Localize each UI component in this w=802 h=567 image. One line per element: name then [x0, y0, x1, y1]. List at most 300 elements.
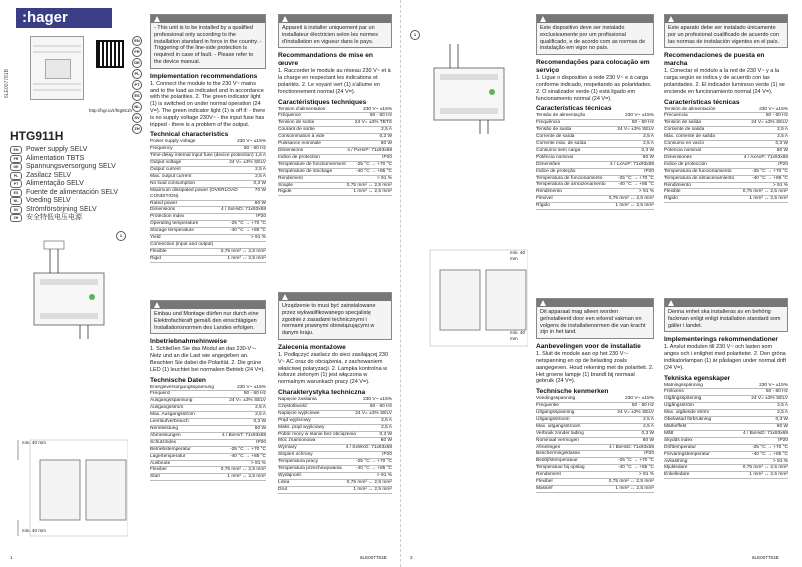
section-nl — [536, 298, 654, 493]
lang-code-badge[interactable]: ES — [10, 189, 22, 197]
spec-value: 0,3 W — [641, 147, 654, 153]
spec-row — [536, 169, 654, 176]
lang-title: Zasilacz SELV — [26, 171, 71, 179]
spec-value: 2,5 A — [381, 127, 392, 133]
spec-label: Consommation à vide — [278, 134, 325, 140]
section-pl — [278, 292, 392, 494]
spec-value: IP20 — [644, 168, 654, 174]
doc-ref-footer: 6LE007781B — [752, 555, 779, 560]
spec-row — [664, 148, 788, 155]
lang-icon[interactable]: PT — [132, 80, 142, 90]
lang-icon[interactable]: EN — [132, 36, 142, 46]
lang-row — [10, 189, 128, 198]
clearance-label: min. 40 mm — [510, 250, 526, 261]
doc-ref-vertical: 6LE007781B — [4, 69, 10, 98]
spec-label: Napięcie zasilania — [278, 396, 317, 402]
page-number-left: 1 — [10, 555, 13, 560]
spec-row — [278, 189, 392, 196]
spec-label: Flexibel — [150, 467, 167, 473]
spec-label: Storage temperature — [150, 228, 194, 234]
spec-label: Massief — [536, 485, 553, 491]
spec-value: -40 °C → +85 °C — [752, 451, 788, 457]
lang-row — [10, 206, 128, 215]
spec-value: IP20 — [644, 451, 654, 457]
spec-label: Flexibel — [536, 479, 553, 485]
lang-code-badge[interactable]: DE — [10, 163, 22, 171]
spec-value: > 91 % — [638, 189, 654, 195]
spec-value: 2,5 A — [381, 424, 392, 430]
spec-value: -40 °C → +85 °C — [618, 465, 654, 471]
spec-value: 0,75 mm² ↔ 2,5 mm² — [346, 479, 392, 485]
spec-label: Matningsspänning — [664, 382, 703, 388]
spec-table — [150, 385, 266, 482]
spec-label: Corrente máx. de saída — [536, 141, 587, 146]
spec-value: 230 V~ ±15% — [237, 384, 266, 390]
section-es — [664, 14, 788, 203]
spec-value: -25 °C → +70 °C — [618, 175, 654, 181]
spec-label: Dimensiones — [664, 154, 692, 160]
warning-box-nl — [536, 298, 654, 339]
spec-row — [536, 162, 654, 169]
spec-value: 50 - 60 Hz — [369, 403, 392, 409]
spec-label: Frequência — [536, 120, 560, 126]
spec-value: 4 / AxAxP: 71x93x68 — [743, 154, 788, 160]
spec-value: IP20 — [256, 439, 266, 445]
tech-title: Caractéristiques techniques — [278, 98, 367, 106]
spec-value: 24 V= ±3% SELV — [355, 410, 392, 416]
spec-label: Output current — [150, 166, 181, 172]
spec-table — [664, 107, 788, 204]
spec-value: -25 °C → +70 °C — [618, 458, 654, 464]
spec-row — [150, 433, 266, 440]
spec-value: 230 V~ ±15% — [625, 113, 654, 119]
spec-label: Bedrijfstemperatuur — [536, 458, 578, 464]
spec-value: 60 W — [380, 141, 392, 147]
spec-row — [536, 431, 654, 438]
spec-label: Rígido — [664, 196, 678, 202]
lang-icon[interactable]: SV — [132, 113, 142, 123]
spec-label: Potência nominal — [536, 154, 573, 160]
spec-label: Temperatura pracy — [278, 459, 318, 465]
impl-text: 1. Conectar el módulo a la red de 230 V~ y a la carga según se indica y de acuerdo con las polaridades. 2. El indicador luminoso verde (1) se enciende en funcionamiento normal (24 V=). — [664, 68, 785, 95]
lang-title: Strömförsörjning SELV — [26, 205, 97, 213]
spec-label: Ausgangsspannung — [150, 398, 193, 404]
spec-label: Avkastning — [664, 458, 688, 464]
spec-value: -40 °C → +85 °C — [752, 175, 788, 181]
spec-label: Souple — [278, 182, 293, 188]
spec-value: 2,5 A — [255, 166, 266, 172]
lang-title: Fuente de alimentación SELV — [26, 188, 119, 196]
spec-label: Obelastad förbrukning — [664, 417, 712, 423]
lang-row — [10, 180, 128, 189]
impl-title: Recomendaciones de puesta en marcha — [664, 52, 765, 68]
warning-box-en — [150, 14, 266, 69]
spec-value: -40 °C → +85 °C — [356, 168, 392, 174]
fig-number: 1 — [410, 30, 420, 40]
spec-value: 0,75 mm² ↔ 2,5 mm² — [346, 182, 392, 188]
spec-value: 0,75 mm² ↔ 2,5 mm² — [742, 189, 788, 195]
product-photo — [30, 36, 82, 98]
spec-value: 230 V~ ±15% — [759, 106, 788, 112]
lang-code-badge[interactable]: NL — [10, 197, 22, 205]
spec-value: 1 mm² ↔ 2,5 mm² — [749, 472, 788, 478]
spec-value: 2,5 A — [777, 403, 788, 409]
language-list — [10, 146, 128, 223]
lang-code-badge[interactable]: PL — [10, 172, 22, 180]
warning-text: Dit apparaat mag alleen worden geïnstalleerd door een erkend vakman en volgens de installatienormen die van kracht zijn in het land. — [540, 309, 646, 336]
spec-value: 2,5 A — [255, 405, 266, 411]
spec-value: -25 °C → +70 °C — [356, 459, 392, 465]
spec-value: 24 V= ±3% SELV — [229, 398, 266, 404]
spec-label: Output voltage — [150, 160, 182, 166]
spec-label: Wydajność — [278, 472, 302, 478]
spec-value: 230 V~ ±15% — [363, 106, 392, 112]
spec-row — [536, 438, 654, 445]
lang-title: Spannungsversorgung SELV — [26, 163, 116, 170]
spec-row — [150, 242, 266, 249]
section-fr — [278, 14, 392, 196]
spec-value: 4 / SxHxD: 71x93x68 — [220, 207, 266, 213]
spec-value: -40 °C → +85 °C — [230, 453, 266, 459]
spec-value: 2,5 A — [777, 127, 788, 133]
spec-label: Max. Ausgangsstrom — [150, 412, 195, 418]
section-en — [150, 14, 266, 263]
spec-value: 24 V= ±3% SELV — [229, 160, 266, 166]
lang-icon[interactable]: NL — [132, 102, 142, 112]
lang-code-badge[interactable]: ZH — [10, 214, 22, 222]
spec-label: Utgångsspänning — [664, 396, 702, 402]
spec-value: 230 V~ ±15% — [237, 139, 266, 145]
wiring-svg — [10, 235, 128, 345]
spec-label: Frequenz — [150, 391, 171, 397]
spec-value: 230 V~ ±15% — [363, 396, 392, 402]
impl-title: Inbetriebnahmehinweise — [150, 338, 227, 346]
spec-value: > 91 % — [250, 460, 266, 466]
spec-row — [536, 472, 654, 479]
tech-title: Charakterystyka techniczna — [278, 388, 366, 396]
lang-row — [10, 172, 128, 181]
spec-label: Linka — [278, 479, 290, 485]
lang-title: Voeding SELV — [26, 197, 71, 204]
spec-label: Maks. prąd wyjściowy — [278, 424, 325, 430]
mounting-diagram-right — [410, 240, 528, 352]
doc-ref-footer: 6LE007781B — [360, 555, 387, 560]
warning-text: Einbau und Montage dürfen nur durch eine Elektrofachkraft gemäß den einschlägigen Installationsnormen des Landes erfolgen. — [154, 311, 259, 331]
spec-row — [150, 181, 266, 188]
spec-label: Drut — [278, 486, 288, 492]
spec-label: Temperatuur bij opslag — [536, 465, 585, 471]
lang-title: Alimentação SELV — [26, 180, 84, 187]
spec-label: Nennleistung — [150, 426, 179, 432]
spec-value: -25 °C → +70 °C — [356, 161, 392, 167]
spec-row — [278, 155, 392, 162]
impl-text: 1. Anslut modulen till 230 V~ och lasten som anges och i enlighet med polariteter. 2. Den gröna indikatorlampan (1) är påslagen under normal drift (24 V=). — [664, 344, 786, 371]
spec-value: 2,5 A — [255, 412, 266, 418]
wiring-diagram-right — [410, 30, 528, 140]
spec-label: Starr — [150, 474, 161, 480]
impl-text: 1. Connect the module to the 230 V~ mains and to the load as indicated and in accordance with the polarities. 2. The green indicator light (1) is switched on under normal operation (24 V=). The green indicator light (1) is off if: - there is no supply voltage 230V~ - the input fuse has tripped - there is a problem of the output. — [150, 80, 266, 128]
lang-title: 安全特低电压电源 — [26, 214, 82, 221]
warning-box-pl — [278, 292, 392, 340]
spec-value: IP20 — [778, 437, 788, 443]
spec-label: Uitgangsspanning — [536, 409, 575, 415]
spec-row — [536, 141, 654, 148]
spec-value: 1 mm² ↔ 2,5 mm² — [749, 196, 788, 202]
spec-value: 60 W — [642, 154, 654, 160]
lang-code-badge[interactable]: FR — [10, 155, 22, 163]
impl-text: 1. Raccorder le module au réseau 230 V~ et à la charge en respectant les indications et polarités. 2. Le voyant vert (1) s'allume en fonctionnement normal (24 V=). — [278, 68, 391, 95]
spec-value: 0,75 mm² ↔ 2,5 mm² — [220, 248, 266, 254]
spec-label: Uitgangsstroom — [536, 416, 570, 422]
spec-label: Förvaringstemperatur — [664, 451, 710, 457]
spec-value: 50 - 60 Hz — [765, 389, 788, 395]
impl-title: Implementation recommendations — [150, 72, 258, 80]
spec-value: 1 mm² ↔ 2,5 mm² — [227, 474, 266, 480]
warning-text: Urządzenie to musi być zainstalowane przez wykwalifikowanego specjalistę zgodnie z zasadami technicznymi i normami prawnymi obowiązującymi w danym kraju. — [282, 303, 376, 337]
spec-table — [150, 139, 266, 262]
lang-icon[interactable]: FR — [132, 47, 142, 57]
spec-row — [664, 169, 788, 176]
spec-label: Rendement — [536, 472, 561, 478]
spec-value: 4 / SxWxG: 71x93x68 — [345, 445, 392, 451]
spec-row — [278, 397, 392, 404]
spec-label: Märkeffekt — [664, 424, 687, 430]
spec-row — [664, 472, 788, 479]
spec-label: Fréquence — [278, 113, 301, 119]
spec-label: No load consumption — [150, 180, 196, 186]
lang-code-badge[interactable]: SV — [10, 206, 22, 214]
spec-row — [278, 418, 392, 425]
spec-label: Flexível — [536, 196, 553, 202]
spec-value: -40 °C → +85 °C — [230, 228, 266, 234]
spec-label: Skydds index — [664, 437, 693, 443]
spec-row — [278, 404, 392, 411]
spec-label: Puissance nominale — [278, 141, 321, 147]
spec-row — [278, 169, 392, 176]
spec-label: Tensão de alimentação — [536, 113, 586, 119]
clearance-label: min. 40 mm — [22, 528, 46, 533]
warning-icon — [154, 16, 160, 22]
lang-row — [10, 214, 128, 223]
spec-label: Frequency — [150, 146, 173, 152]
warning-text: Denna enhet ska installeras av en behörig fackman enligt enligt installation standard som gäller i landet. — [668, 309, 781, 329]
tech-title: Características técnicas — [664, 98, 740, 106]
spec-row — [664, 176, 788, 183]
spec-value: 24 V= ±3% SELV — [751, 120, 788, 126]
clearance-label: min. 40 mm — [22, 440, 46, 445]
spec-value: 50 - 60 Hz — [243, 391, 266, 397]
product-code: HTG911H — [10, 129, 64, 143]
spec-label: Wymiary — [278, 445, 297, 451]
spec-row — [664, 155, 788, 162]
spec-row — [150, 249, 266, 256]
spec-label: Verbruik zonder lading — [536, 430, 584, 436]
spec-value: 50 - 60 Hz — [631, 403, 654, 409]
spec-value: -40 °C → +85 °C — [618, 182, 654, 188]
warning-text: Appareil à installer uniquement par un installateur électricien selon les normes d'installation en vigueur dans le pays. — [282, 25, 378, 45]
spec-label: Temperatura przechowywania — [278, 466, 342, 472]
spec-label: Tensión de salida — [664, 120, 702, 126]
spec-value: -25 °C → +70 °C — [230, 221, 266, 227]
lang-code-badge[interactable]: EN — [10, 146, 22, 154]
spec-row — [536, 479, 654, 486]
spec-row — [536, 417, 654, 424]
spec-label: Índice de proteção — [536, 168, 576, 174]
spec-value: 230 V~ ±15% — [759, 382, 788, 388]
spec-value: 4 / BxHxT: 71x93x68 — [222, 432, 266, 438]
spec-row — [664, 162, 788, 169]
spec-label: Temperatura de funcionamiento — [664, 168, 732, 174]
spec-row — [150, 167, 266, 174]
spec-label: Frequentie — [536, 403, 559, 409]
spec-label: Tensión de alimentación — [664, 106, 716, 112]
spec-row — [536, 134, 654, 141]
spec-label: Prąd wyjściowy — [278, 417, 311, 423]
spec-label: Rigide — [278, 189, 292, 195]
spec-value: 4 / PxHxP: 71x93x68 — [347, 148, 392, 154]
spec-label: Corrente de saída — [536, 134, 575, 140]
tech-title: Technische kenmerken — [536, 388, 609, 396]
spec-value: 2,5 A — [643, 416, 654, 422]
impl-text: 1. Sluit de module aan op het 230 V~-netspanning en op de belasting zoals aangegeven. Houd rekening met de polariteit. 2. Het groene lampje (1) brandt bij normaal gebruik (24 V=). — [536, 351, 654, 385]
spec-value: 4 / BxHxD: 71x93x68 — [742, 430, 788, 436]
spec-label: Tensão de saída — [536, 127, 572, 133]
spec-value: 0,75 mm² ↔ 2,5 mm² — [608, 479, 654, 485]
spec-row — [150, 188, 266, 201]
spec-value: IP20 — [382, 154, 392, 160]
spec-value: 0,75 mm² ↔ 2,5 mm² — [220, 467, 266, 473]
fig-number: 1 — [116, 231, 126, 241]
lang-title: Power supply SELV — [26, 146, 88, 153]
spec-value: 0,3 W — [775, 141, 788, 147]
spec-value: 1 mm² ↔ 2,5 mm² — [353, 486, 392, 492]
spec-label: Rated power — [150, 200, 178, 206]
warning-box-de — [150, 300, 266, 334]
spec-value: 60 W — [254, 200, 266, 206]
spec-row — [664, 438, 788, 445]
spec-value: 2,5 A — [777, 134, 788, 140]
spec-label: Rendimiento — [664, 182, 691, 188]
spec-label: Tension de sortie — [278, 120, 315, 126]
spec-label: Dimensions — [150, 207, 176, 213]
spec-row — [278, 459, 392, 466]
spec-label: Température de fonctionnement — [278, 161, 346, 167]
spec-label: Time-delay internal input fuse (device protection) — [150, 153, 254, 159]
spec-label: Moc znamionowa — [278, 438, 316, 444]
lang-icon[interactable]: ZH — [132, 124, 142, 134]
lang-code-badge[interactable]: PT — [10, 180, 22, 188]
spec-label: Consumo sem carga — [536, 147, 581, 153]
lang-icon[interactable]: DE — [132, 58, 142, 68]
spec-label: Power supply voltage — [150, 139, 196, 145]
warning-box-pt — [536, 14, 654, 55]
spec-value: 0,3 W — [641, 430, 654, 436]
spec-value: 24 V= ±3% SELV — [617, 127, 654, 133]
tech-title: Características técnicas — [536, 105, 612, 113]
spec-label: Abmessungen — [150, 432, 181, 438]
spec-value: 4 / LxAxP: 71x93x68 — [610, 161, 654, 167]
tech-title: Technische Daten — [150, 376, 206, 384]
spec-value: > 91 % — [250, 235, 266, 241]
spec-row — [664, 445, 788, 452]
spec-value: 4 / BxHxD: 71x93x68 — [608, 444, 654, 450]
spec-table — [536, 396, 654, 493]
spec-value: 230 V~ ±15% — [625, 396, 654, 402]
spec-label: Dimensions — [278, 148, 304, 154]
spec-value: 50 - 60 Hz — [243, 146, 266, 152]
spec-row — [536, 203, 654, 210]
spec-label: Enkelledare — [664, 472, 690, 478]
tech-title: Technical characteristics — [150, 131, 229, 139]
spec-label: Courant de sortie — [278, 127, 315, 133]
spec-value: 24 V= ±3% TBTS — [354, 120, 392, 126]
spec-value: 0,3 W — [379, 134, 392, 140]
spec-value: > 91 % — [376, 175, 392, 181]
spec-value: 50 - 60 Hz — [631, 120, 654, 126]
spec-row — [278, 162, 392, 169]
spec-label: Temperatura de armazenamento — [536, 182, 606, 188]
spec-value: 0,3 W — [253, 419, 266, 425]
impl-text: 1. Podłączyć zasilacz do sieci zasilającej 230 V~ AC oraz do obciążenia, z zachowaniem właściwej polaryzacji. 2. Lampka kontrolna w kolorze zielonym (1) jest włączona w normalnym warunkach pracy (24 V=). — [278, 351, 389, 386]
warning-text: Este dispositivo deve ser instalado exclusivamente por um profissional qualificado, e de acordo com as normas de instalação em vigor no país. — [540, 25, 646, 52]
spec-value: 1 mm² ↔ 2,5 mm² — [615, 203, 654, 209]
spec-row — [150, 440, 266, 447]
spec-label: Potencia nominal — [664, 148, 701, 154]
section-pt — [536, 14, 654, 210]
spec-value: 2,5 A — [643, 423, 654, 429]
spec-value: 0,75 mm² ↔ 2,5 mm² — [608, 196, 654, 202]
warning-icon — [282, 16, 288, 22]
spec-label: Voedingsspanning — [536, 396, 576, 402]
warning-icon — [668, 300, 674, 306]
spec-label: Mjukledare — [664, 465, 688, 471]
lang-icon[interactable]: ES — [132, 91, 142, 101]
spec-label: Yield — [150, 235, 161, 241]
impl-text: 1. Schließen Sie das Modul an das 230-V~-Netz und an die Last wie angegeben an. Beachten Sie dabei die Polarität. 2. Die grüne LED (1) leuchtet bei normalem Betrieb (24 V=). — [150, 346, 265, 373]
spec-table — [664, 383, 788, 480]
impl-title: Recomendações para colocação em serviço — [536, 59, 650, 75]
spec-row — [278, 487, 392, 494]
spec-value: 2,5 A — [381, 417, 392, 423]
warning-icon — [154, 302, 160, 308]
spec-value: 60 W — [642, 437, 654, 443]
logo: :hager — [16, 8, 112, 28]
spec-row — [664, 417, 788, 424]
spec-value: 24 V= ±3% SELV — [617, 409, 654, 415]
spec-label: Częstotliwość — [278, 403, 308, 409]
lang-icon[interactable]: PL — [132, 69, 142, 79]
spec-label: Schutzindex — [150, 439, 177, 445]
spec-value: -25 °C → +70 °C — [752, 168, 788, 174]
warning-icon — [282, 294, 288, 300]
lang-row — [10, 197, 128, 206]
spec-row — [278, 411, 392, 418]
spec-table — [278, 397, 392, 494]
impl-text: 1. Ligue o dispositivo à rede 230 V~ e à carga conforme indicado, respeitando as polaridades. 2. O sinalizador verde (1) está ligado em funcionamento normal (24 V=). — [536, 75, 652, 102]
spec-label: Afmetingen — [536, 444, 561, 450]
spec-value: 50 - 60 Hz — [369, 113, 392, 119]
spec-row — [536, 155, 654, 162]
warning-box-sv — [664, 298, 788, 332]
spec-row — [150, 426, 266, 433]
spec-row — [664, 196, 788, 203]
spec-row — [150, 447, 266, 454]
spec-label: Rigid — [150, 255, 161, 261]
spec-value: IP20 — [256, 214, 266, 220]
spec-row — [150, 235, 266, 242]
qr-url[interactable]: http://hgr.io/r/htg911h — [88, 108, 132, 113]
spec-label: Connection (input and output) — [150, 241, 214, 247]
